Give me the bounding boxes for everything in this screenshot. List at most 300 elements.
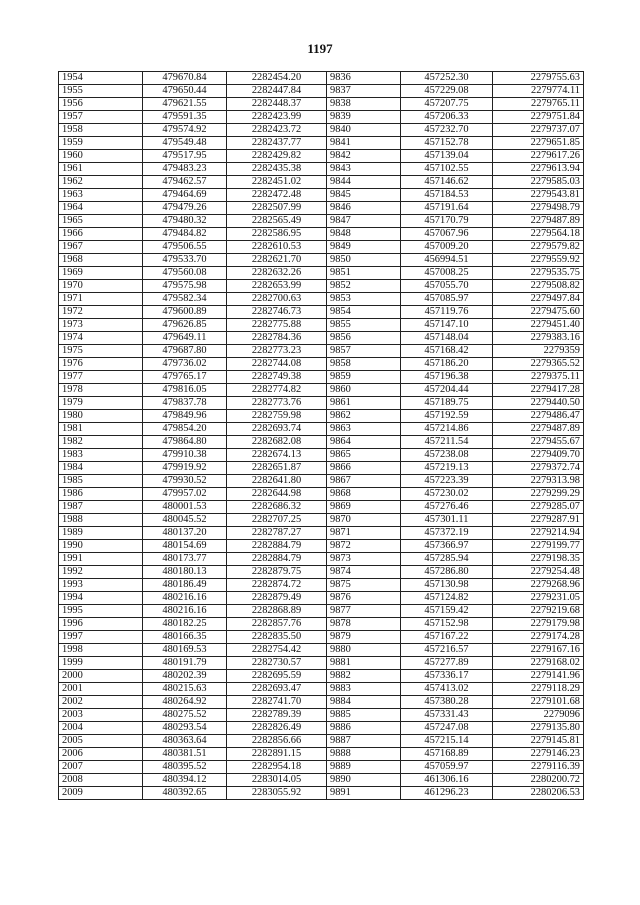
point-number-cell: 9865 bbox=[327, 449, 401, 462]
point-number-cell: 1968 bbox=[59, 254, 143, 267]
table-row bbox=[59, 514, 584, 527]
y-coordinate-cell: 2279365.52 bbox=[493, 358, 584, 371]
point-number-cell: 9848 bbox=[327, 228, 401, 241]
y-coordinate-cell: 2279564.18 bbox=[493, 228, 584, 241]
y-coordinate-cell: 2282700.63 bbox=[227, 293, 327, 306]
x-coordinate-cell: 479765.17 bbox=[143, 371, 227, 384]
point-number-cell: 9847 bbox=[327, 215, 401, 228]
x-coordinate-cell: 457168.42 bbox=[401, 345, 493, 358]
y-coordinate-cell: 2282754.42 bbox=[227, 644, 327, 657]
x-coordinate-cell: 457215.14 bbox=[401, 735, 493, 748]
point-number-cell: 9877 bbox=[327, 605, 401, 618]
point-number-cell: 9856 bbox=[327, 332, 401, 345]
y-coordinate-cell: 2279116.39 bbox=[493, 761, 584, 774]
point-number-cell: 9880 bbox=[327, 644, 401, 657]
y-coordinate-cell: 2279146.23 bbox=[493, 748, 584, 761]
y-coordinate-cell: 2282826.49 bbox=[227, 722, 327, 735]
table-row bbox=[59, 761, 584, 774]
y-coordinate-cell: 2282884.79 bbox=[227, 553, 327, 566]
x-coordinate-cell: 479517.95 bbox=[143, 150, 227, 163]
table-row bbox=[59, 670, 584, 683]
table-row bbox=[59, 735, 584, 748]
x-coordinate-cell: 479816.05 bbox=[143, 384, 227, 397]
x-coordinate-cell: 480381.51 bbox=[143, 748, 227, 761]
table-row bbox=[59, 644, 584, 657]
point-number-cell: 9849 bbox=[327, 241, 401, 254]
table-row bbox=[59, 254, 584, 267]
y-coordinate-cell: 2279585.03 bbox=[493, 176, 584, 189]
point-number-cell: 1986 bbox=[59, 488, 143, 501]
y-coordinate-cell: 2282707.25 bbox=[227, 514, 327, 527]
x-coordinate-cell: 457119.76 bbox=[401, 306, 493, 319]
table-row bbox=[59, 111, 584, 124]
x-coordinate-cell: 457276.46 bbox=[401, 501, 493, 514]
point-number-cell: 1962 bbox=[59, 176, 143, 189]
y-coordinate-cell: 2282621.70 bbox=[227, 254, 327, 267]
table-row bbox=[59, 774, 584, 787]
x-coordinate-cell: 480154.69 bbox=[143, 540, 227, 553]
table-row bbox=[59, 358, 584, 371]
y-coordinate-cell: 2282744.08 bbox=[227, 358, 327, 371]
x-coordinate-cell: 457229.08 bbox=[401, 85, 493, 98]
x-coordinate-cell: 480395.52 bbox=[143, 761, 227, 774]
x-coordinate-cell: 457085.97 bbox=[401, 293, 493, 306]
y-coordinate-cell: 2279765.11 bbox=[493, 98, 584, 111]
y-coordinate-cell: 2282693.74 bbox=[227, 423, 327, 436]
y-coordinate-cell: 2279617.26 bbox=[493, 150, 584, 163]
x-coordinate-cell: 457186.20 bbox=[401, 358, 493, 371]
y-coordinate-cell: 2279498.79 bbox=[493, 202, 584, 215]
point-number-cell: 1975 bbox=[59, 345, 143, 358]
point-number-cell: 9885 bbox=[327, 709, 401, 722]
table-row bbox=[59, 163, 584, 176]
y-coordinate-cell: 2279535.75 bbox=[493, 267, 584, 280]
table-row bbox=[59, 696, 584, 709]
point-number-cell: 1997 bbox=[59, 631, 143, 644]
y-coordinate-cell: 2282695.59 bbox=[227, 670, 327, 683]
point-number-cell: 1974 bbox=[59, 332, 143, 345]
y-coordinate-cell: 2282868.89 bbox=[227, 605, 327, 618]
x-coordinate-cell: 479621.55 bbox=[143, 98, 227, 111]
x-coordinate-cell: 457247.08 bbox=[401, 722, 493, 735]
table-row bbox=[59, 332, 584, 345]
x-coordinate-cell: 479600.89 bbox=[143, 306, 227, 319]
x-coordinate-cell: 479650.44 bbox=[143, 85, 227, 98]
point-number-cell: 1987 bbox=[59, 501, 143, 514]
x-coordinate-cell: 479483.23 bbox=[143, 163, 227, 176]
y-coordinate-cell: 2279486.47 bbox=[493, 410, 584, 423]
point-number-cell: 9881 bbox=[327, 657, 401, 670]
x-coordinate-cell: 457196.38 bbox=[401, 371, 493, 384]
x-coordinate-cell: 480173.77 bbox=[143, 553, 227, 566]
y-coordinate-cell: 2279383.16 bbox=[493, 332, 584, 345]
point-number-cell: 9868 bbox=[327, 488, 401, 501]
x-coordinate-cell: 457009.20 bbox=[401, 241, 493, 254]
point-number-cell: 1996 bbox=[59, 618, 143, 631]
x-coordinate-cell: 480264.92 bbox=[143, 696, 227, 709]
x-coordinate-cell: 457189.75 bbox=[401, 397, 493, 410]
point-number-cell: 2006 bbox=[59, 748, 143, 761]
table-row bbox=[59, 787, 584, 800]
y-coordinate-cell: 2279118.29 bbox=[493, 683, 584, 696]
y-coordinate-cell: 2279508.82 bbox=[493, 280, 584, 293]
table-row bbox=[59, 436, 584, 449]
x-coordinate-cell: 457238.08 bbox=[401, 449, 493, 462]
point-number-cell: 9838 bbox=[327, 98, 401, 111]
x-coordinate-cell: 457232.70 bbox=[401, 124, 493, 137]
x-coordinate-cell: 480392.65 bbox=[143, 787, 227, 800]
x-coordinate-cell: 479957.02 bbox=[143, 488, 227, 501]
x-coordinate-cell: 461296.23 bbox=[401, 787, 493, 800]
y-coordinate-cell: 2282447.84 bbox=[227, 85, 327, 98]
x-coordinate-cell: 480180.13 bbox=[143, 566, 227, 579]
point-number-cell: 9842 bbox=[327, 150, 401, 163]
x-coordinate-cell: 457372.19 bbox=[401, 527, 493, 540]
y-coordinate-cell: 2283055.92 bbox=[227, 787, 327, 800]
point-number-cell: 9860 bbox=[327, 384, 401, 397]
x-coordinate-cell: 479930.52 bbox=[143, 475, 227, 488]
y-coordinate-cell: 2279651.85 bbox=[493, 137, 584, 150]
point-number-cell: 1980 bbox=[59, 410, 143, 423]
point-number-cell: 1956 bbox=[59, 98, 143, 111]
point-number-cell: 1992 bbox=[59, 566, 143, 579]
y-coordinate-cell: 2282759.98 bbox=[227, 410, 327, 423]
point-number-cell: 1976 bbox=[59, 358, 143, 371]
x-coordinate-cell: 479549.48 bbox=[143, 137, 227, 150]
point-number-cell: 1959 bbox=[59, 137, 143, 150]
x-coordinate-cell: 480215.63 bbox=[143, 683, 227, 696]
y-coordinate-cell: 2282856.66 bbox=[227, 735, 327, 748]
x-coordinate-cell: 479736.02 bbox=[143, 358, 227, 371]
x-coordinate-cell: 479575.98 bbox=[143, 280, 227, 293]
y-coordinate-cell: 2279475.60 bbox=[493, 306, 584, 319]
x-coordinate-cell: 480045.52 bbox=[143, 514, 227, 527]
x-coordinate-cell: 479591.35 bbox=[143, 111, 227, 124]
y-coordinate-cell: 2279214.94 bbox=[493, 527, 584, 540]
point-number-cell: 1955 bbox=[59, 85, 143, 98]
point-number-cell: 1988 bbox=[59, 514, 143, 527]
point-number-cell: 9862 bbox=[327, 410, 401, 423]
y-coordinate-cell: 2282730.57 bbox=[227, 657, 327, 670]
point-number-cell: 1982 bbox=[59, 436, 143, 449]
x-coordinate-cell: 457286.80 bbox=[401, 566, 493, 579]
table-row bbox=[59, 527, 584, 540]
y-coordinate-cell: 2282775.88 bbox=[227, 319, 327, 332]
y-coordinate-cell: 2282586.95 bbox=[227, 228, 327, 241]
x-coordinate-cell: 457067.96 bbox=[401, 228, 493, 241]
x-coordinate-cell: 457252.30 bbox=[401, 72, 493, 85]
x-coordinate-cell: 480363.64 bbox=[143, 735, 227, 748]
y-coordinate-cell: 2279755.63 bbox=[493, 72, 584, 85]
x-coordinate-cell: 479687.80 bbox=[143, 345, 227, 358]
y-coordinate-cell: 2280200.72 bbox=[493, 774, 584, 787]
x-coordinate-cell: 461306.16 bbox=[401, 774, 493, 787]
x-coordinate-cell: 457159.42 bbox=[401, 605, 493, 618]
x-coordinate-cell: 480191.79 bbox=[143, 657, 227, 670]
x-coordinate-cell: 480169.53 bbox=[143, 644, 227, 657]
point-number-cell: 1989 bbox=[59, 527, 143, 540]
y-coordinate-cell: 2279409.70 bbox=[493, 449, 584, 462]
y-coordinate-cell: 2282773.76 bbox=[227, 397, 327, 410]
y-coordinate-cell: 2282448.37 bbox=[227, 98, 327, 111]
x-coordinate-cell: 480186.49 bbox=[143, 579, 227, 592]
table-row bbox=[59, 176, 584, 189]
table-row bbox=[59, 98, 584, 111]
y-coordinate-cell: 2282674.13 bbox=[227, 449, 327, 462]
x-coordinate-cell: 479919.92 bbox=[143, 462, 227, 475]
x-coordinate-cell: 457124.82 bbox=[401, 592, 493, 605]
point-number-cell: 2008 bbox=[59, 774, 143, 787]
y-coordinate-cell: 2282784.36 bbox=[227, 332, 327, 345]
x-coordinate-cell: 457148.04 bbox=[401, 332, 493, 345]
y-coordinate-cell: 2282746.73 bbox=[227, 306, 327, 319]
point-number-cell: 9846 bbox=[327, 202, 401, 215]
x-coordinate-cell: 457380.28 bbox=[401, 696, 493, 709]
y-coordinate-cell: 2282857.76 bbox=[227, 618, 327, 631]
point-number-cell: 1973 bbox=[59, 319, 143, 332]
table-row bbox=[59, 319, 584, 332]
table-row bbox=[59, 475, 584, 488]
point-number-cell: 1981 bbox=[59, 423, 143, 436]
y-coordinate-cell: 2279737.07 bbox=[493, 124, 584, 137]
table-row bbox=[59, 397, 584, 410]
y-coordinate-cell: 2279299.29 bbox=[493, 488, 584, 501]
point-number-cell: 9891 bbox=[327, 787, 401, 800]
table-row bbox=[59, 488, 584, 501]
x-coordinate-cell: 457139.04 bbox=[401, 150, 493, 163]
point-number-cell: 1983 bbox=[59, 449, 143, 462]
y-coordinate-cell: 2279487.89 bbox=[493, 423, 584, 436]
point-number-cell: 9873 bbox=[327, 553, 401, 566]
x-coordinate-cell: 457152.98 bbox=[401, 618, 493, 631]
y-coordinate-cell: 2279774.11 bbox=[493, 85, 584, 98]
point-number-cell: 1964 bbox=[59, 202, 143, 215]
x-coordinate-cell: 457055.70 bbox=[401, 280, 493, 293]
x-coordinate-cell: 479533.70 bbox=[143, 254, 227, 267]
point-number-cell: 1970 bbox=[59, 280, 143, 293]
x-coordinate-cell: 457214.86 bbox=[401, 423, 493, 436]
y-coordinate-cell: 2279096 bbox=[493, 709, 584, 722]
x-coordinate-cell: 457206.33 bbox=[401, 111, 493, 124]
point-number-cell: 9874 bbox=[327, 566, 401, 579]
y-coordinate-cell: 2279543.81 bbox=[493, 189, 584, 202]
table-row bbox=[59, 631, 584, 644]
point-number-cell: 1994 bbox=[59, 592, 143, 605]
point-number-cell: 1967 bbox=[59, 241, 143, 254]
y-coordinate-cell: 2282454.20 bbox=[227, 72, 327, 85]
y-coordinate-cell: 2279199.77 bbox=[493, 540, 584, 553]
table-row bbox=[59, 709, 584, 722]
y-coordinate-cell: 2279375.11 bbox=[493, 371, 584, 384]
table-row bbox=[59, 540, 584, 553]
table-row bbox=[59, 605, 584, 618]
point-number-cell: 9871 bbox=[327, 527, 401, 540]
x-coordinate-cell: 479626.85 bbox=[143, 319, 227, 332]
y-coordinate-cell: 2279168.02 bbox=[493, 657, 584, 670]
point-number-cell: 9844 bbox=[327, 176, 401, 189]
table-row bbox=[59, 410, 584, 423]
x-coordinate-cell: 480216.16 bbox=[143, 592, 227, 605]
x-coordinate-cell: 479560.08 bbox=[143, 267, 227, 280]
table-row bbox=[59, 228, 584, 241]
y-coordinate-cell: 2279372.74 bbox=[493, 462, 584, 475]
point-number-cell: 1969 bbox=[59, 267, 143, 280]
y-coordinate-cell: 2279751.84 bbox=[493, 111, 584, 124]
x-coordinate-cell: 479480.32 bbox=[143, 215, 227, 228]
x-coordinate-cell: 479582.34 bbox=[143, 293, 227, 306]
x-coordinate-cell: 457059.97 bbox=[401, 761, 493, 774]
point-number-cell: 9864 bbox=[327, 436, 401, 449]
table-row bbox=[59, 553, 584, 566]
table-row bbox=[59, 72, 584, 85]
table-row bbox=[59, 293, 584, 306]
point-number-cell: 9853 bbox=[327, 293, 401, 306]
point-number-cell: 9861 bbox=[327, 397, 401, 410]
point-number-cell: 2001 bbox=[59, 683, 143, 696]
table-row bbox=[59, 657, 584, 670]
y-coordinate-cell: 2279559.92 bbox=[493, 254, 584, 267]
point-number-cell: 9882 bbox=[327, 670, 401, 683]
x-coordinate-cell: 479837.78 bbox=[143, 397, 227, 410]
point-number-cell: 9863 bbox=[327, 423, 401, 436]
point-number-cell: 2009 bbox=[59, 787, 143, 800]
point-number-cell: 1954 bbox=[59, 72, 143, 85]
point-number-cell: 9852 bbox=[327, 280, 401, 293]
x-coordinate-cell: 457192.59 bbox=[401, 410, 493, 423]
y-coordinate-cell: 2279231.05 bbox=[493, 592, 584, 605]
y-coordinate-cell: 2282741.70 bbox=[227, 696, 327, 709]
table-row bbox=[59, 202, 584, 215]
point-number-cell: 9869 bbox=[327, 501, 401, 514]
x-coordinate-cell: 457102.55 bbox=[401, 163, 493, 176]
point-number-cell: 1985 bbox=[59, 475, 143, 488]
point-number-cell: 1979 bbox=[59, 397, 143, 410]
y-coordinate-cell: 2282954.18 bbox=[227, 761, 327, 774]
y-coordinate-cell: 2282879.75 bbox=[227, 566, 327, 579]
point-number-cell: 1977 bbox=[59, 371, 143, 384]
table-row bbox=[59, 683, 584, 696]
point-number-cell: 9875 bbox=[327, 579, 401, 592]
x-coordinate-cell: 480394.12 bbox=[143, 774, 227, 787]
x-coordinate-cell: 457216.57 bbox=[401, 644, 493, 657]
y-coordinate-cell: 2282686.32 bbox=[227, 501, 327, 514]
point-number-cell: 1991 bbox=[59, 553, 143, 566]
table-row bbox=[59, 124, 584, 137]
y-coordinate-cell: 2279141.96 bbox=[493, 670, 584, 683]
y-coordinate-cell: 2279440.50 bbox=[493, 397, 584, 410]
y-coordinate-cell: 2282884.79 bbox=[227, 540, 327, 553]
y-coordinate-cell: 2282641.80 bbox=[227, 475, 327, 488]
x-coordinate-cell: 457301.11 bbox=[401, 514, 493, 527]
x-coordinate-cell: 479464.69 bbox=[143, 189, 227, 202]
y-coordinate-cell: 2279145.81 bbox=[493, 735, 584, 748]
y-coordinate-cell: 2282774.82 bbox=[227, 384, 327, 397]
point-number-cell: 9840 bbox=[327, 124, 401, 137]
y-coordinate-cell: 2279219.68 bbox=[493, 605, 584, 618]
table-row bbox=[59, 449, 584, 462]
y-coordinate-cell: 2279455.67 bbox=[493, 436, 584, 449]
point-number-cell: 9883 bbox=[327, 683, 401, 696]
y-coordinate-cell: 2280206.53 bbox=[493, 787, 584, 800]
point-number-cell: 2002 bbox=[59, 696, 143, 709]
x-coordinate-cell: 457130.98 bbox=[401, 579, 493, 592]
y-coordinate-cell: 2282565.49 bbox=[227, 215, 327, 228]
x-coordinate-cell: 479484.82 bbox=[143, 228, 227, 241]
table-row bbox=[59, 215, 584, 228]
point-number-cell: 1963 bbox=[59, 189, 143, 202]
page-number: 1197 bbox=[307, 41, 333, 56]
point-number-cell: 1957 bbox=[59, 111, 143, 124]
point-number-cell: 9886 bbox=[327, 722, 401, 735]
point-number-cell: 1958 bbox=[59, 124, 143, 137]
y-coordinate-cell: 2282789.39 bbox=[227, 709, 327, 722]
y-coordinate-cell: 2282874.72 bbox=[227, 579, 327, 592]
point-number-cell: 9879 bbox=[327, 631, 401, 644]
x-coordinate-cell: 457152.78 bbox=[401, 137, 493, 150]
y-coordinate-cell: 2282423.72 bbox=[227, 124, 327, 137]
table-row bbox=[59, 345, 584, 358]
point-number-cell: 1995 bbox=[59, 605, 143, 618]
y-coordinate-cell: 2279613.94 bbox=[493, 163, 584, 176]
x-coordinate-cell: 480293.54 bbox=[143, 722, 227, 735]
x-coordinate-cell: 479574.92 bbox=[143, 124, 227, 137]
y-coordinate-cell: 2282437.77 bbox=[227, 137, 327, 150]
table-row bbox=[59, 241, 584, 254]
point-number-cell: 2007 bbox=[59, 761, 143, 774]
point-number-cell: 1990 bbox=[59, 540, 143, 553]
x-coordinate-cell: 480001.53 bbox=[143, 501, 227, 514]
y-coordinate-cell: 2282749.38 bbox=[227, 371, 327, 384]
point-number-cell: 2004 bbox=[59, 722, 143, 735]
y-coordinate-cell: 2279179.98 bbox=[493, 618, 584, 631]
table-row bbox=[59, 371, 584, 384]
x-coordinate-cell: 457191.64 bbox=[401, 202, 493, 215]
point-number-cell: 9850 bbox=[327, 254, 401, 267]
y-coordinate-cell: 2282644.98 bbox=[227, 488, 327, 501]
y-coordinate-cell: 2279135.80 bbox=[493, 722, 584, 735]
x-coordinate-cell: 479864.80 bbox=[143, 436, 227, 449]
y-coordinate-cell: 2279101.68 bbox=[493, 696, 584, 709]
y-coordinate-cell: 2279417.28 bbox=[493, 384, 584, 397]
coordinates-table-body bbox=[59, 72, 584, 800]
x-coordinate-cell: 480216.16 bbox=[143, 605, 227, 618]
point-number-cell: 1972 bbox=[59, 306, 143, 319]
table-row bbox=[59, 384, 584, 397]
point-number-cell: 9851 bbox=[327, 267, 401, 280]
y-coordinate-cell: 2279313.98 bbox=[493, 475, 584, 488]
x-coordinate-cell: 457168.89 bbox=[401, 748, 493, 761]
point-number-cell: 9837 bbox=[327, 85, 401, 98]
point-number-cell: 9845 bbox=[327, 189, 401, 202]
point-number-cell: 2003 bbox=[59, 709, 143, 722]
point-number-cell: 1966 bbox=[59, 228, 143, 241]
x-coordinate-cell: 480182.25 bbox=[143, 618, 227, 631]
table-row bbox=[59, 462, 584, 475]
y-coordinate-cell: 2283014.05 bbox=[227, 774, 327, 787]
table-row bbox=[59, 722, 584, 735]
x-coordinate-cell: 457147.10 bbox=[401, 319, 493, 332]
x-coordinate-cell: 479649.11 bbox=[143, 332, 227, 345]
y-coordinate-cell: 2279268.96 bbox=[493, 579, 584, 592]
y-coordinate-cell: 2282507.99 bbox=[227, 202, 327, 215]
point-number-cell: 9889 bbox=[327, 761, 401, 774]
y-coordinate-cell: 2282693.47 bbox=[227, 683, 327, 696]
y-coordinate-cell: 2282835.50 bbox=[227, 631, 327, 644]
x-coordinate-cell: 479670.84 bbox=[143, 72, 227, 85]
table-row bbox=[59, 579, 584, 592]
y-coordinate-cell: 2279198.35 bbox=[493, 553, 584, 566]
x-coordinate-cell: 457413.02 bbox=[401, 683, 493, 696]
